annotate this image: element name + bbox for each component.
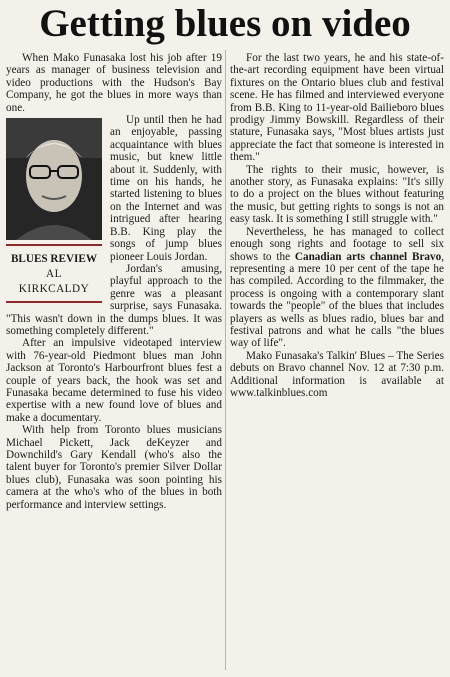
author-photo	[6, 118, 102, 240]
paragraph-2: Up until then he had an enjoyable, passing acquaintance with blues music, but knew little about it. Suddenly, with time on his hands, he started listening to blues on the Internet and was intrigued after hearing B.B. King play the songs of jump blues pioneer Louis Jordan.	[110, 114, 222, 263]
byline-author-last: KIRKCALDY	[18, 283, 90, 296]
left-column	[6, 52, 222, 511]
column-divider	[225, 50, 226, 670]
byline	[6, 252, 102, 297]
byline-rule-bottom	[6, 301, 102, 303]
byline-section: BLUES REVIEW	[10, 253, 98, 266]
right-column	[230, 52, 444, 399]
byline-rule	[6, 244, 102, 246]
intro-wrap	[6, 52, 222, 511]
headline: Getting blues on video	[39, 2, 411, 45]
byline-author-first: AL	[46, 268, 62, 281]
paragraph-7: The rights to their music, however, is another story, as Funasaka explains: "It's silly to do a project on the blues without featuring the music, but getting rights to songs is not an easy task. It is something I still struggle with."	[230, 163, 444, 226]
paragraph-9	[230, 350, 444, 400]
paragraph-6: For the last two years, he and his state-of-the-art recording equipment have been virtual fixtures on the Ontario blues club and festival scene. He has filmed and interviewed everyone from B.B. King to 11-year-old Bailieboro blues prodigy Jimmy Bowskill. Regardless of their stature, Funasaka says, "Most blues artists just appreciate the fact that someone is interested in them."	[230, 52, 444, 164]
paragraph-8	[230, 226, 444, 350]
paragraph-8-start: Nevertheless, he has managed to collect enough song rights and footage to sell six shows to the	[230, 225, 444, 263]
byline-box	[6, 118, 102, 309]
bravo-highlight: Canadian arts channel Bravo	[294, 250, 442, 263]
website-link[interactable]: www.talkinblues.com	[230, 386, 328, 399]
paragraph-4: After an impulsive videotaped interview with 76-year-old Piedmont blues man John Jackson at Toronto's Harbourfront blues fest a couple of years back, the hook was set and Funasaka became determined to fuse his video expertise with a new found love of blues and make a documentary.	[6, 337, 222, 424]
author-portrait-icon	[6, 118, 102, 240]
paragraph-5: With help from Toronto blues musicians Michael Pickett, Jack deKeyzer and Downchild's Gary Kendall (who's also the talent buyer for Toronto's premier Silver Dollar blues club), Funasaka was soon pointing his camera at the who's who of the blues in both performance and interview settings.	[6, 424, 222, 511]
paragraph-3: Jordan's amusing, playful approach to the genre was a pleasant surprise, says Funasaka. "This wasn't down in the dumps blues. It was something completely different."	[6, 262, 222, 337]
show-info: Mako Funasaka's Talkin' Blues – The Series debuts on Bravo channel Nov. 12 at 7:30 p.m. Additional information is available at	[230, 349, 444, 387]
paragraph-1: When Mako Funasaka lost his job after 19 years as manager of business television and video productions with the Hudson's Bay Company, he got the blues in more ways than one.	[6, 52, 222, 114]
paragraph-8-end: , representing a mere 10 per cent of the tape he has compiled. According to the filmmaker, the process is ongoing with a contemporary slant towards the "people" of the blues that includes players as wells as blues radio, blues bar and festival patrons and what he calls "the blues way of life".	[230, 250, 445, 350]
